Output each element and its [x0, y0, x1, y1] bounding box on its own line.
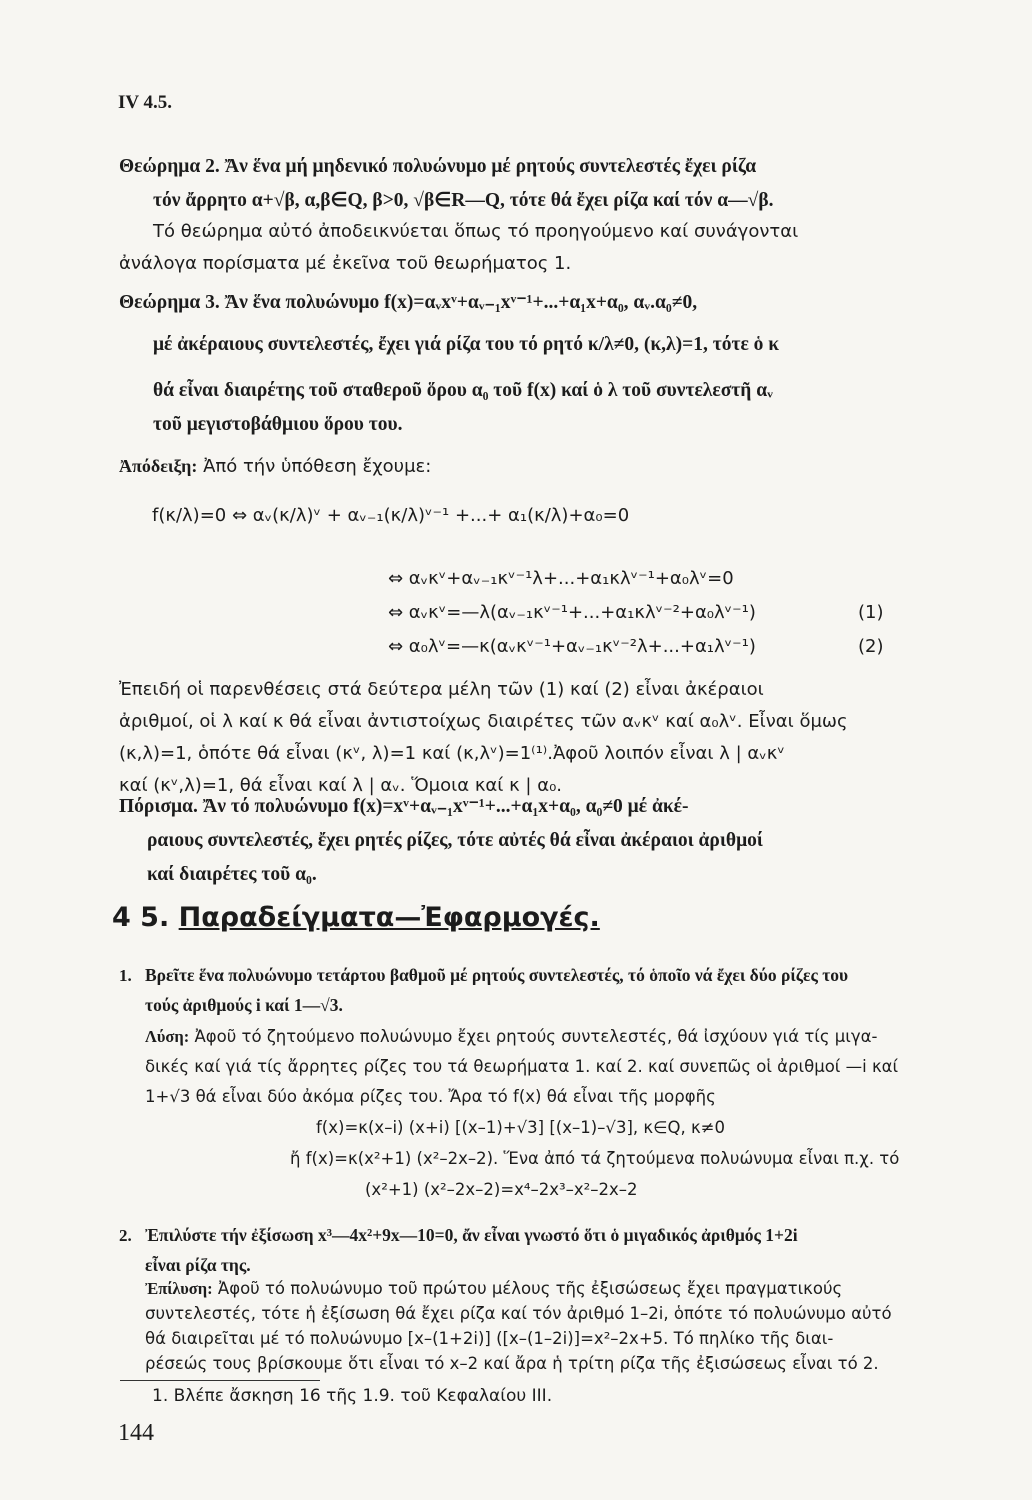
- example-1-line2: τούς ἀριθμούς i καί 1—√3.: [145, 995, 343, 1015]
- corollary-line2: ραιους συντελεστές, ἔχει ρητές ρίζες, τότε αὐτές θά εἶναι ἀκέραιοι ἀριθμοί: [147, 830, 763, 851]
- theorem-3-line1: Ἄν ἕνα πολυώνυμο f(x)=αᵥxᵛ+αᵥ₋₁xᵛ⁻¹+...+α₁x+α₀, αᵥ.α₀≠0,: [224, 292, 698, 313]
- example-1-number: 1.: [119, 966, 132, 985]
- equation-label-2: (2): [858, 636, 884, 657]
- corollary-line1: Ἄν τό πολυώνυμο f(x)=xᵛ+αᵥ₋₁xᵛ⁻¹+...+α₁x+α₀, α₀≠0 μέ ἀκέ-: [202, 796, 689, 817]
- section-title-text: Παραδείγματα—Ἐφαρμογές.: [178, 902, 600, 933]
- running-header: IV 4.5.: [118, 92, 173, 113]
- theorem-2-line1: Ἄν ἕνα μή μηδενικό πολυώνυμο μέ ρητούς συντελεστές ἔχει ρίζα: [224, 156, 757, 177]
- theorem-3: [119, 286, 979, 442]
- example-2-s3: θά διαιρεῖται μέ τό πολυώνυμο [x–(1+2i)] ([x–(1–2i)]=x²–2x+5. Τό πηλίκο τῆς διαι-: [145, 1329, 834, 1348]
- example-1-formula-2: ἤ f(x)=κ(x²+1) (x²–2x–2). Ἕνα ἀπό τά ζητούμενα πολυώνυμα εἶναι π.χ. τό: [290, 1149, 900, 1168]
- example-2-s2: συντελεστές, τότε ἡ ἐξίσωση θά ἔχει ρίζα καί τόν ἀριθμό 1–2i, ὁπότε τό πολυώνυμο αὐτό: [145, 1304, 892, 1323]
- theorem-3-line4: τοῦ μεγιστοβάθμιου ὅρου του.: [153, 414, 403, 435]
- proof-3-label: Ἀπόδειξη:: [119, 456, 198, 476]
- proof-3-intro: [119, 450, 431, 483]
- footnote-divider: [120, 1380, 320, 1381]
- proof-3-p3: (κ,λ)=1, ὁπότε θά εἶναι (κᵛ, λ)=1 καί (κ,λᵛ)=1⁽¹⁾.Ἀφοῦ λοιπόν εἶναι λ | αᵥκᵛ: [119, 743, 785, 764]
- example-2-solution: [145, 1276, 985, 1376]
- example-2-s4: ρέσεώς τους βρίσκουμε ὅτι εἶναι τό x–2 καί ἄρα ἡ τρίτη ρίζα τῆς ἐξισώσεως εἶναι τό 2.: [145, 1354, 879, 1373]
- example-1-line1: Βρεῖτε ἕνα πολυώνυμο τετάρτου βαθμοῦ μέ ρητούς συντελεστές, τό ὁποῖο νά ἔχει δύο ρίζες του: [145, 965, 849, 985]
- section-title: [112, 902, 600, 933]
- theorem-2: [119, 150, 959, 218]
- example-1-s1: Ἀφοῦ τό ζητούμενο πολυώνυμο ἔχει ρητούς συντελεστές, θά ἰσχύουν γιά τίς μιγα-: [194, 1027, 878, 1046]
- example-1-s3: 1+√3 θά εἶναι δύο ἀκόμα ρίζες του. Ἄρα τό f(x) θά εἶναι τῆς μορφῆς: [145, 1087, 716, 1106]
- corollary: [119, 790, 979, 892]
- example-2-line1: Ἐπιλύστε τήν ἐξίσωση x³—4x²+9x—10=0, ἄν εἶναι γνωστό ὅτι ὁ μιγαδικός ἀριθμός 1+2i: [145, 1225, 798, 1245]
- theorem-2-label: Θεώρημα 2.: [119, 156, 220, 177]
- example-2-number: 2.: [119, 1226, 132, 1245]
- proof-3-intro-text: Ἀπό τήν ὑπόθεση ἔχουμε:: [203, 456, 432, 477]
- theorem-3-line2: μέ ἀκέραιους συντελεστές, ἔχει γιά ρίζα του τό ρητό κ/λ≠0, (κ,λ)=1, τότε ὁ κ: [153, 334, 780, 355]
- proof-3-conclusion: [119, 674, 979, 802]
- example-2-s1: Ἀφοῦ τό πολυώνυμο τοῦ πρώτου μέλους τῆς ἐξισώσεως ἔχει πραγματικούς: [217, 1279, 843, 1298]
- example-2-statement: [145, 1220, 985, 1280]
- proof-3-p4: καί (κᵛ,λ)=1, θά εἶναι καί λ | αᵥ. Ὅμοια καί κ | α₀.: [119, 775, 563, 796]
- theorem-2-proof-line2: ἀνάλογα πορίσματα μέ ἐκεῖνα τοῦ θεωρήματος 1.: [119, 253, 572, 274]
- equation-label-1: (1): [858, 602, 884, 623]
- example-1-s2: δικές καί γιά τίς ἄρρητες ρίζες του τά θεωρήματα 1. καί 2. καί συνεπῶς οἱ ἀριθμοί —i καί: [145, 1057, 899, 1076]
- theorem-2-line2: τόν ἄρρητο α+√β, α,β∈Q, β>0, √β∈R—Q, τότε θά ἔχει ρίζα καί τόν α—√β.: [153, 190, 774, 211]
- theorem-2-proof: [119, 216, 973, 280]
- equation-step-3: ⇔ α₀λᵛ=—κ(αᵥκᵛ⁻¹+αᵥ₋₁κᵛ⁻²λ+...+α₁λᵛ⁻¹): [388, 636, 756, 657]
- footnote: 1. Βλέπε ἄσκηση 16 τῆς 1.9. τοῦ Κεφαλαίου III.: [152, 1386, 553, 1406]
- section-number: 4 5.: [112, 902, 170, 933]
- example-2-solution-label: Ἐπίλυση:: [145, 1279, 213, 1298]
- proof-3-p1: Ἐπειδή οἱ παρενθέσεις στά δεύτερα μέλη τῶν (1) καί (2) εἶναι ἀκέραιοι: [119, 679, 764, 700]
- example-1-solution: [145, 1022, 985, 1112]
- equation-f-kappa-lambda: f(κ/λ)=0 ⇔ αᵥ(κ/λ)ᵛ + αᵥ₋₁(κ/λ)ᵛ⁻¹ +...+ α₁(κ/λ)+α₀=0: [152, 505, 630, 526]
- theorem-3-line3: θά εἶναι διαιρέτης τοῦ σταθεροῦ ὅρου α₀ τοῦ f(x) καί ὁ λ τοῦ συντελεστῆ αᵥ: [153, 380, 773, 401]
- example-1-formula-1: f(x)=κ(x–i) (x+i) [(x–1)+√3] [(x–1)–√3], κ∈Q, κ≠0: [316, 1118, 725, 1137]
- proof-3-p2: ἀριθμοί, οἱ λ καί κ θά εἶναι ἀντιστοίχως διαιρέτες τῶν αᵥκᵛ καί α₀λᵛ. Εἶναι ὅμως: [119, 711, 848, 732]
- example-2-line2: εἶναι ρίζα της.: [145, 1255, 251, 1275]
- corollary-label: Πόρισμα.: [119, 796, 198, 817]
- corollary-line3: καί διαιρέτες τοῦ α₀.: [147, 864, 317, 885]
- equation-step-2: ⇔ αᵥκᵛ=—λ(αᵥ₋₁κᵛ⁻¹+...+α₁κλᵛ⁻²+α₀λᵛ⁻¹): [388, 602, 756, 623]
- theorem-3-label: Θεώρημα 3.: [119, 292, 220, 313]
- theorem-2-proof-line1: Τό θεώρημα αὐτό ἀποδεικνύεται ὅπως τό προηγούμενο καί συνάγονται: [153, 221, 799, 242]
- example-1-statement: [145, 960, 985, 1020]
- example-1-formula-3: (x²+1) (x²–2x–2)=x⁴–2x³–x²–2x–2: [365, 1180, 638, 1199]
- page-number: 144: [118, 1420, 154, 1446]
- equation-step-1: ⇔ αᵥκᵛ+αᵥ₋₁κᵛ⁻¹λ+...+α₁κλᵛ⁻¹+α₀λᵛ=0: [388, 568, 734, 589]
- example-1-solution-label: Λύση:: [145, 1027, 190, 1046]
